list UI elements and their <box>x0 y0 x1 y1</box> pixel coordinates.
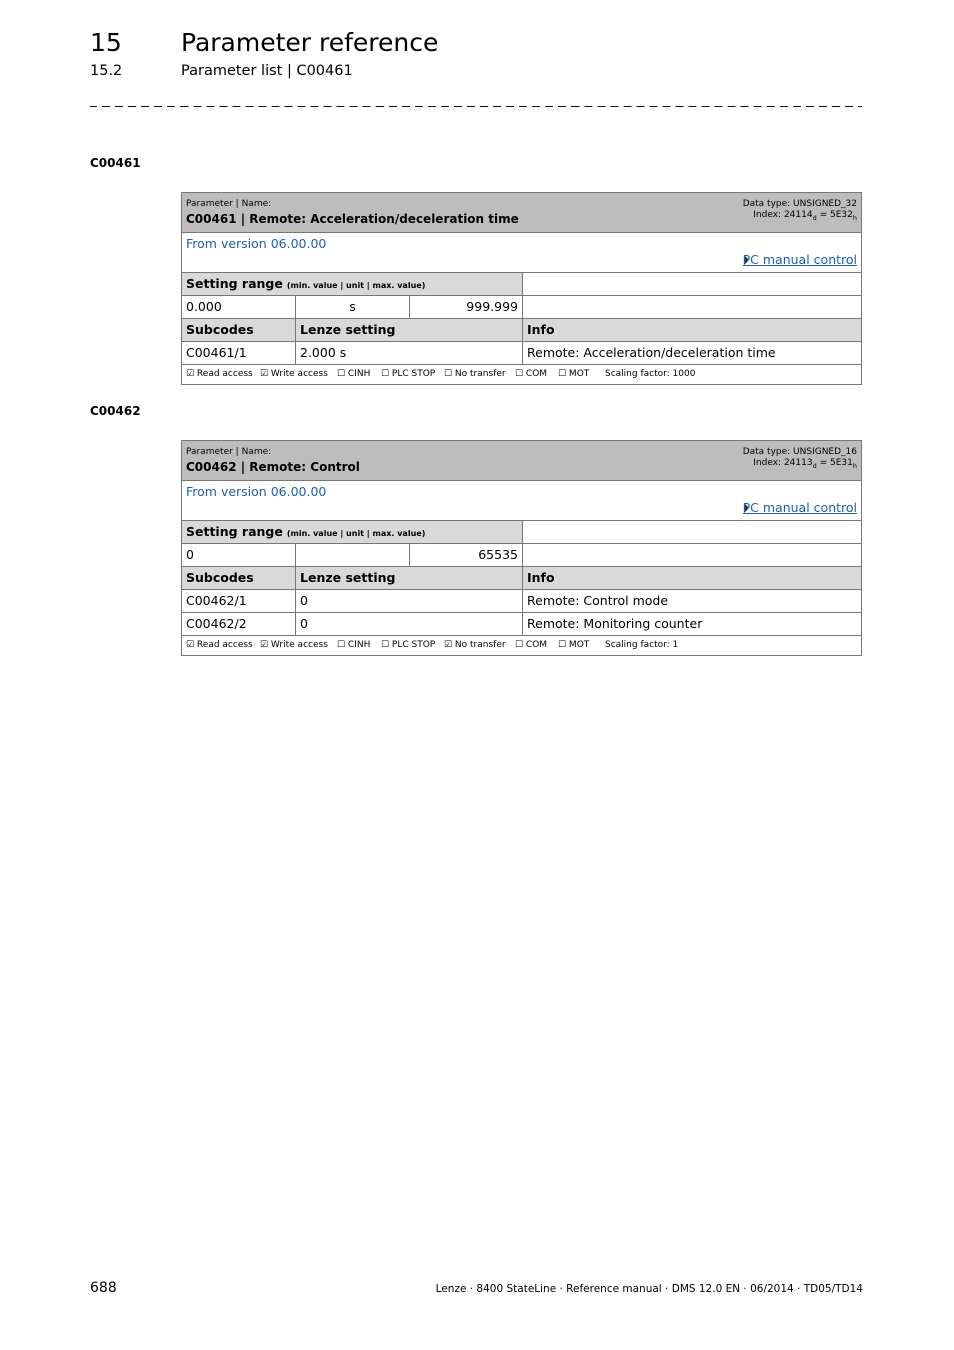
parameter-table <box>181 440 862 656</box>
version-row <box>182 233 861 273</box>
flag-plc-stop: ☐ PLC STOP <box>381 369 436 379</box>
col-lenze-setting: Lenze setting <box>296 567 523 589</box>
data-type: Data type: UNSIGNED_16 <box>742 447 857 457</box>
range-min: 0.000 <box>182 296 296 318</box>
section-title: Parameter list | C00461 <box>181 63 353 79</box>
flag-write: ☑ Write access <box>260 369 328 379</box>
access-flags <box>182 636 861 655</box>
col-subcodes: Subcodes <box>182 567 296 589</box>
chapter-number: 15 <box>90 28 122 57</box>
header-divider <box>90 106 862 107</box>
parameter-header <box>182 193 861 233</box>
lenze-setting: 0 <box>296 613 523 635</box>
flag-no-transfer: ☐ No transfer <box>444 369 506 379</box>
access-flags <box>182 365 861 384</box>
flag-cinh: ☐ CINH <box>337 640 371 650</box>
flag-read: ☑ Read access <box>186 369 253 379</box>
section-number: 15.2 <box>90 63 123 79</box>
parameter-header <box>182 441 861 481</box>
flag-read: ☑ Read access <box>186 640 253 650</box>
info: Remote: Acceleration/deceleration time <box>527 345 776 360</box>
col-lenze-setting: Lenze setting <box>296 319 523 341</box>
parameter-name: C00461 | Remote: Acceleration/deceleration time <box>186 212 519 226</box>
table-row <box>182 613 861 636</box>
parameter-name: C00462 | Remote: Control <box>186 460 360 474</box>
range-max: 65535 <box>410 544 523 566</box>
footer-text: Lenze · 8400 StateLine · Reference manual · DMS 12.0 EN · 06/2014 · TD05/TD14 <box>435 1283 863 1295</box>
subcode: C00462/1 <box>182 590 296 612</box>
flag-com: ☐ COM <box>515 369 548 379</box>
subcode: C00462/2 <box>182 613 296 635</box>
range-max: 999.999 <box>410 296 523 318</box>
param-heading: C00461 <box>90 156 141 170</box>
flag-mot: ☐ MOT <box>558 640 590 650</box>
col-info: Info <box>527 570 555 585</box>
col-info: Info <box>527 322 555 337</box>
page-number: 688 <box>90 1280 117 1296</box>
info: Remote: Control mode <box>527 593 669 608</box>
range-unit: s <box>296 296 410 318</box>
from-version: From version 06.00.00 <box>186 484 327 499</box>
info: Remote: Monitoring counter <box>527 616 703 631</box>
chapter-title: Parameter reference <box>181 28 439 57</box>
param-heading: C00462 <box>90 404 141 418</box>
range-min: 0 <box>182 544 296 566</box>
pc-manual-control-link[interactable]: PC manual control <box>742 500 857 515</box>
flag-plc-stop: ☐ PLC STOP <box>381 640 436 650</box>
subcode: C00461/1 <box>182 342 296 364</box>
scaling-factor: Scaling factor: 1000 <box>605 369 696 379</box>
flag-com: ☐ COM <box>515 640 548 650</box>
header-label: Parameter | Name: <box>186 199 272 209</box>
scaling-factor: Scaling factor: 1 <box>605 640 679 650</box>
header-label: Parameter | Name: <box>186 447 272 457</box>
col-subcodes: Subcodes <box>182 319 296 341</box>
pc-manual-control-link[interactable]: PC manual control <box>742 252 857 267</box>
version-row <box>182 481 861 521</box>
parameter-index: Index: $24114_d = 5E32_h$ <box>753 210 857 222</box>
table-row <box>182 590 861 613</box>
lenze-setting: 2.000 s <box>296 342 523 364</box>
setting-range-header: Setting range (min. value | unit | max. value) <box>182 521 523 543</box>
parameter-index: Index: $24113_d = 5E31_h$ <box>753 458 857 470</box>
lenze-setting: 0 <box>296 590 523 612</box>
from-version: From version 06.00.00 <box>186 236 327 251</box>
flag-write: ☑ Write access <box>260 640 328 650</box>
setting-range-header: Setting range (min. value | unit | max. value) <box>182 273 523 295</box>
flag-mot: ☐ MOT <box>558 369 590 379</box>
flag-no-transfer: ☑ No transfer <box>444 640 506 650</box>
table-row <box>182 342 861 365</box>
flag-cinh: ☐ CINH <box>337 369 371 379</box>
range-unit <box>296 544 410 566</box>
parameter-table <box>181 192 862 385</box>
data-type: Data type: UNSIGNED_32 <box>742 199 857 209</box>
